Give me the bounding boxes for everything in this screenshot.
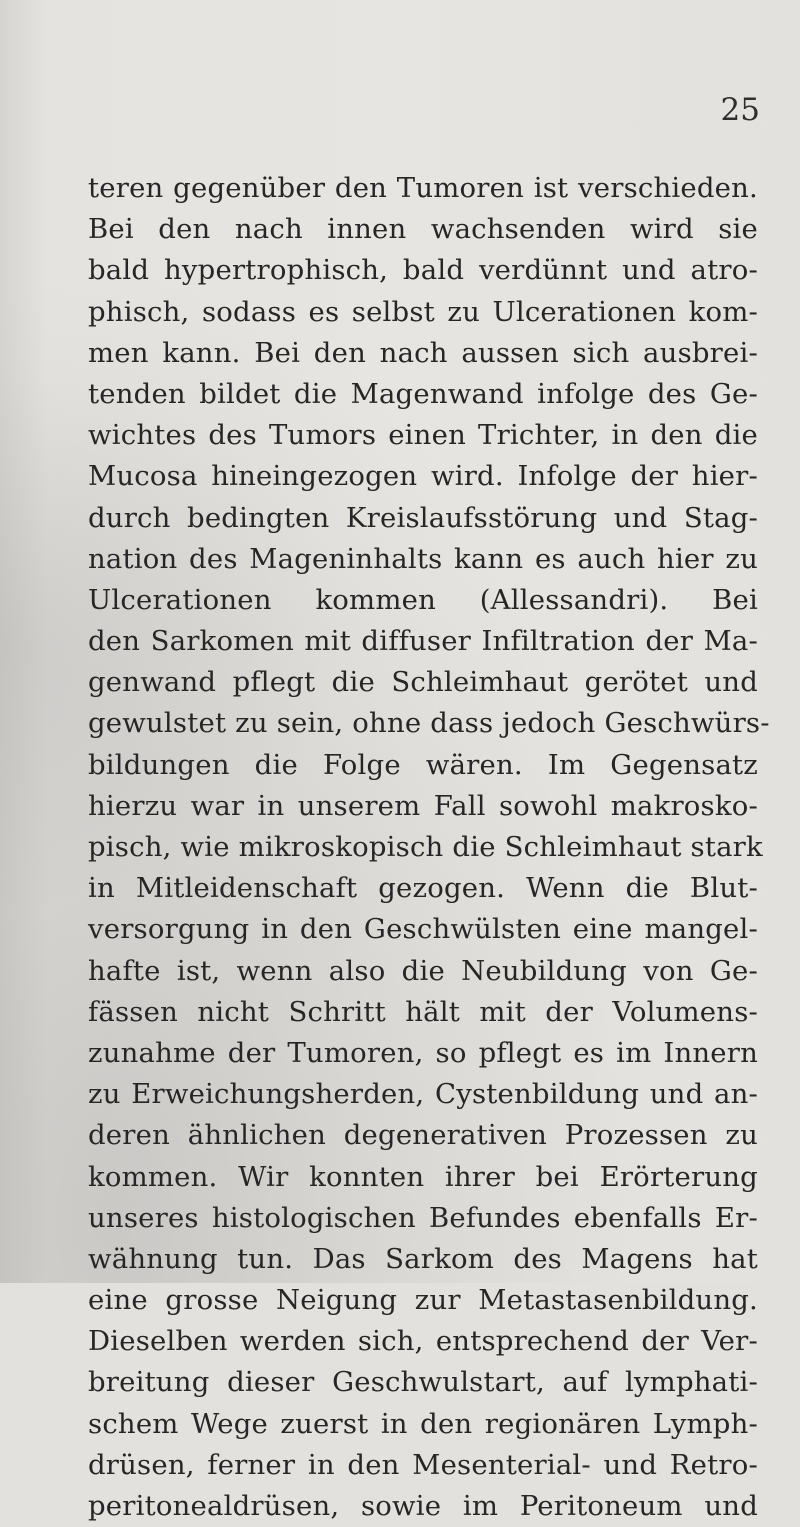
- text-line: drüsen, ferner in den Mesenterial- und Retro-: [88, 1448, 758, 1481]
- text-line: deren ähnlichen degenerativen Prozessen zu: [88, 1119, 758, 1152]
- text-line: fässen nicht Schritt hält mit der Volumens-: [88, 995, 758, 1028]
- text-line: men kann. Bei den nach aussen sich ausbrei-: [88, 336, 758, 369]
- text-line: phisch, sodass es selbst zu Ulcerationen kom-: [88, 295, 758, 328]
- text-line: versorgung in den Geschwülsten eine mangel-: [88, 913, 758, 946]
- text-line: in Mitleidenschaft gezogen. Wenn die Blut-: [88, 872, 758, 905]
- text-line: bald hypertrophisch, bald verdünnt und atro-: [88, 254, 758, 287]
- text-line: breitung dieser Geschwulstart, auf lymphati-: [88, 1366, 758, 1399]
- text-line: genwand pflegt die Schleimhaut gerötet und: [88, 666, 758, 699]
- text-line: unseres histologischen Befundes ebenfalls Er-: [88, 1201, 758, 1234]
- text-line: pisch, wie mikroskopisch die Schleimhaut stark: [88, 831, 763, 863]
- text-line: schem Wege zuerst in den regionären Lymph-: [88, 1407, 758, 1440]
- text-line: zu Erweichungsherden, Cystenbildung und an-: [88, 1078, 758, 1111]
- text-line: wichtes des Tumors einen Trichter, in den die: [88, 419, 758, 452]
- text-line: gewulstet zu sein, ohne dass jedoch Geschwürs-: [88, 707, 770, 740]
- text-line: peritonealdrüsen, sowie im Peritoneum und: [88, 1490, 758, 1522]
- text-line: teren gegenüber den Tumoren ist verschieden.: [88, 172, 758, 204]
- text-line: nation des Mageninhalts kann es auch hier zu: [88, 542, 758, 575]
- text-line: Dieselben werden sich, entsprechend der Ver-: [88, 1325, 758, 1358]
- text-line: eine grosse Neigung zur Metastasenbildung.: [88, 1284, 758, 1317]
- text-line: zunahme der Tumoren, so pflegt es im Innern: [88, 1036, 758, 1069]
- body-text: [88, 168, 770, 1527]
- text-line: kommen. Wir konnten ihrer bei Erörterung: [88, 1160, 758, 1193]
- text-line: hierzu war in unserem Fall sowohl makrosko-: [88, 789, 758, 822]
- text-line: wähnung tun. Das Sarkom des Magens hat: [88, 1242, 758, 1275]
- text-line: Bei den nach innen wachsenden wird sie: [88, 213, 758, 246]
- text-line: hafte ist, wenn also die Neubildung von Ge-: [88, 954, 758, 987]
- text-line: Mucosa hineingezogen wird. Infolge der hier-: [88, 460, 758, 493]
- text-line: tenden bildet die Magenwand infolge des Ge-: [88, 377, 758, 410]
- text-line: den Sarkomen mit diffuser Infiltration der Ma-: [88, 625, 758, 658]
- page-number: 25: [720, 92, 760, 128]
- text-line: Ulcerationen kommen (Allessandri). Bei: [88, 583, 758, 616]
- text-line: bildungen die Folge wären. Im Gegensatz: [88, 748, 758, 781]
- text-line: durch bedingten Kreislaufsstörung und Stag-: [88, 501, 758, 534]
